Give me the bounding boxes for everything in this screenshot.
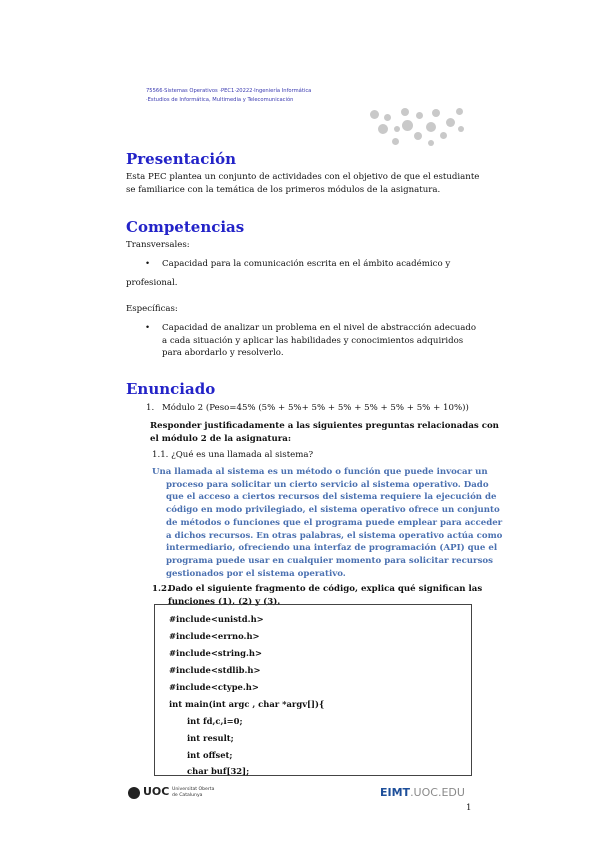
question-2-number: 1.2.: [152, 584, 170, 594]
uoc-logo-subtitle: [172, 787, 214, 798]
page-number: 1: [466, 803, 472, 813]
code-line: #include<string.h>: [169, 648, 263, 658]
question-2-line: funciones (1), (2) y (3).: [168, 596, 281, 607]
code-line: char buf[32];: [187, 766, 250, 776]
header-line-1: 75566·Sistemas Operativos ·PEC1·20222·Ingeniería Informática: [146, 88, 312, 94]
competencias-title: Competencias: [126, 218, 245, 236]
intro-text: [150, 420, 499, 445]
presentacion-line: Esta PEC plantea un conjunto de actividades con el objetivo de que el estudiante: [126, 172, 480, 182]
logo-dots-graphic: [368, 104, 478, 150]
transversales-item-cont: profesional.: [126, 278, 178, 288]
answer-line: gestionados por el sistema operativo.: [166, 568, 346, 579]
answer-line: que el acceso a ciertos recursos del sistema requiere la ejecución de: [166, 492, 497, 503]
code-line: int fd,c,i=0;: [187, 716, 243, 726]
presentacion-line: se familiarice con la temática de los primeros módulos de la asignatura.: [126, 184, 441, 195]
enunciado-title: Enunciado: [126, 380, 216, 398]
answer-text: [152, 466, 502, 580]
especificas-item: [162, 322, 476, 360]
uoc-logo-text: UOC: [143, 785, 170, 798]
code-line: int offset;: [187, 750, 233, 760]
answer-line: a dichos recursos. En otras palabras, el sistema operativo actúa como: [166, 530, 503, 541]
especificas-line: a cada situación y aplicar las habilidades y conocimientos adquiridos: [162, 335, 464, 346]
especificas-label: Específicas:: [126, 304, 178, 314]
header-line-2: ·Estudios de Informática, Multimedia y Telecomunicación: [146, 97, 294, 103]
code-line: #include<ctype.h>: [169, 682, 259, 692]
question-1: 1.1. ¿Qué es una llamada al sistema?: [152, 450, 314, 460]
code-line: #include<errno.h>: [169, 631, 260, 641]
answer-line: programa puede usar en cualquier momento para solicitar recursos: [166, 555, 493, 566]
item-number: 1.: [146, 403, 155, 413]
code-line: #include<unistd.h>: [169, 614, 264, 624]
presentacion-title: Presentación: [126, 150, 237, 168]
code-box: [154, 604, 472, 776]
uoc-sub-line: Universitat Oberta: [172, 787, 215, 792]
eimt-logo: [380, 786, 465, 799]
code-line: #include<stdlib.h>: [169, 665, 261, 675]
bullet: •: [145, 323, 151, 333]
answer-line: código en modo privilegiado, el sistema operativo ofrece un conjunto: [166, 505, 500, 516]
especificas-line: para abordarlo y resolverlo.: [162, 348, 284, 359]
answer-line: Una llamada al sistema es un método o función que puede invocar un: [152, 467, 488, 477]
item-title: Módulo 2 (Peso=45% (5% + 5%+ 5% + 5% + 5% + 5% + 5% + 10%)): [162, 403, 469, 413]
answer-line: proceso para solicitar un cierto servicio al sistema operativo. Dado: [166, 479, 489, 490]
intro-line: el módulo 2 de la asignatura:: [150, 433, 292, 444]
question-2-line: Dado el siguiente fragmento de código, explica qué significan las: [168, 584, 483, 594]
uoc-sub-line: de Catalunya: [172, 792, 203, 798]
bullet: •: [145, 259, 151, 269]
answer-line: de métodos o funciones que el programa puede emplear para acceder: [166, 517, 503, 528]
especificas-line: Capacidad de analizar un problema en el nivel de abstracción adecuado: [162, 323, 477, 333]
eimt-logo-rest: .UOC.EDU: [410, 786, 465, 799]
presentacion-text: [126, 171, 479, 196]
answer-line: intermediario, ofreciendo una interfaz de programación (API) que el: [166, 543, 498, 554]
transversales-label: Transversales:: [126, 240, 190, 250]
transversales-item: Capacidad para la comunicación escrita en el ámbito académico y: [162, 259, 451, 269]
intro-line: Responder justificadamente a las siguientes preguntas relacionadas con: [150, 421, 499, 431]
code-line: int result;: [187, 733, 234, 743]
uoc-logo-icon: [128, 787, 140, 799]
eimt-logo-bold: EIMT: [380, 786, 411, 799]
code-line: int main(int argc , char *argv[]){: [169, 699, 325, 709]
